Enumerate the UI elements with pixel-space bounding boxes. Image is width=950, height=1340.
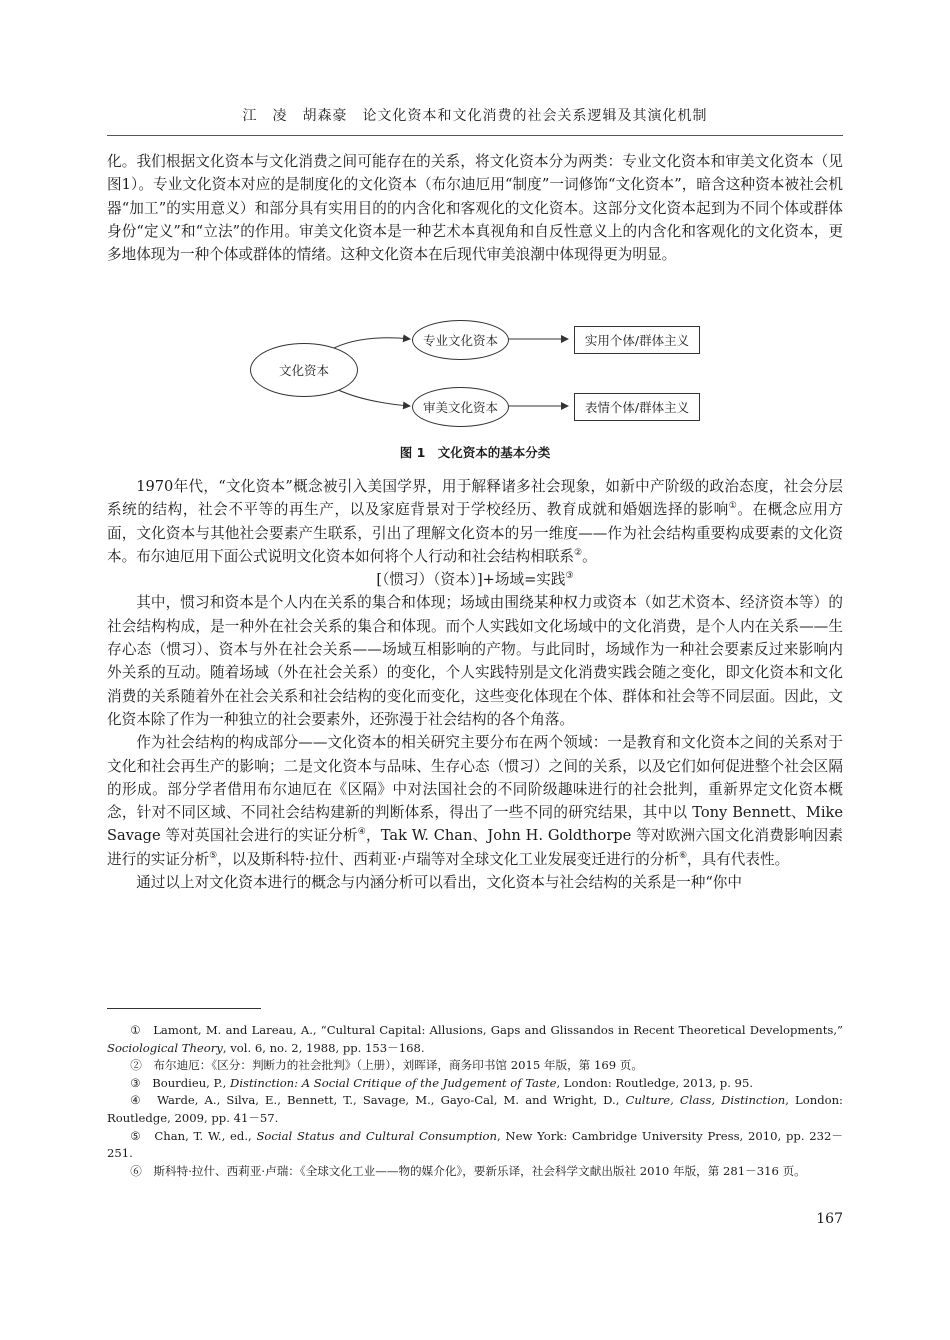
footnote-divider [107, 1008, 261, 1009]
footnote-ref-5[interactable]: ⑤ [209, 850, 218, 861]
footnote-ref-2[interactable]: ② [574, 548, 583, 559]
footnote-4: ④ Warde, A., Silva, E., Bennett, T., Savage, M., Gayo-Cal, M. and Wright, D., Culture, Class, Distinction, London: Routledge, 2009, pp. 41－57. [107, 1093, 843, 1125]
paragraph-2: 其中，惯习和资本是个人内在关系的集合和体现；场域由围绕某种权力或资本（如艺术资本、经济资本等）的社会结构构成，是一种外在社会关系的集合和体现。而个人实践如文化场域中的文化消费，是个人内在关系——生存心态（惯习）、资本与外在社会关系——场域互相影响的产物。与此同时，场域作为一种社会要素反过来影响内外关系的互动。随着场域（外在社会关系）的变化，个人实践特别是文化消费实践会随之变化，即文化资本和文化消费的关系随着外在社会关系和社会结构的变化而变化，这些变化体现在个体、群体和社会等不同层面。因此，文化资本除了作为一种独立的社会要素外，还弥漫于社会结构的各个角落。 [107, 594, 843, 728]
footnote-ref-3[interactable]: ③ [565, 571, 574, 582]
page-number: 167 [816, 1211, 843, 1227]
intro-paragraph: 化。我们根据文化资本与文化消费之间可能存在的关系，将文化资本分为两类：专业文化资本和审美文化资本（见图1）。专业文化资本对应的是制度化的文化资本（布尔迪厄用“制度”一词修饰“文化资本”，暗含这种资本被社会机器“加工”的实用意义）和部分具有实用目的的内含化和客观化的文化资本。这部分文化资本起到为不同个体或群体身份“定义”和“立法”的作用。审美文化资本是一种艺术本真视角和自反性意义上的内含化和客观化的文化资本，更多地体现为一种个体或群体的情绪。这种文化资本在后现代审美浪潮中体现得更为明显。 [107, 153, 843, 264]
figure-caption: 图 1 文化资本的基本分类 [399, 445, 551, 460]
node-professional-capital: 专业文化资本 [412, 320, 509, 360]
arrow-root-to-professional [330, 338, 410, 350]
footnotes [107, 1022, 843, 1180]
running-header: 江 凌 胡森豪 论文化资本和文化消费的社会关系逻辑及其演化机制 [242, 108, 708, 124]
header-divider [107, 135, 843, 136]
node-cultural-capital: 文化资本 [250, 343, 358, 397]
paragraph-1: 1970年代，“文化资本”概念被引入美国学界，用于解释诸多社会现象，如新中产阶级的政治态度，社会分层系统的结构，社会不平等的再生产，以及家庭背景对于学校经历、教育成就和婚姻选择的影响①。在概念应用方面，文化资本与其他社会要素产生联系，引出了理解文化资本的另一维度——作为社会结构重要构成要素的文化资本。布尔迪厄用下面公式说明文化资本如何将个人行动和社会结构相联系②。 [107, 478, 843, 565]
node-aesthetic-capital: 审美文化资本 [412, 387, 509, 427]
footnote-3: ③ Bourdieu, P., Distinction: A Social Critique of the Judgement of Taste, London: Routledge, 2013, p. 95. [130, 1075, 753, 1090]
leaf-practical-individualism: 实用个体/群体主义 [574, 326, 700, 354]
footnote-2: ② 布尔迪厄：《区分：判断力的社会批判》（上册），刘晖译，商务印书馆 2015 年版，第 169 页。 [130, 1058, 643, 1073]
paragraph-4: 通过以上对文化资本进行的概念与内涵分析可以看出，文化资本与社会结构的关系是一种“你中 [136, 874, 742, 892]
footnote-ref-4[interactable]: ④ [357, 827, 366, 838]
footnote-1: ① Lamont, M. and Lareau, A., “Cultural Capital: Allusions, Gaps and Glissandos in Recent Theoretical Developments,” Sociological Theory, vol. 6, no. 2, 1988, pp. 153－168. [107, 1023, 843, 1055]
footnote-5: ⑤ Chan, T. W., ed., Social Status and Cultural Consumption, New York: Cambridge University Press, 2010, pp. 232－251. [107, 1128, 843, 1161]
footnote-ref-6[interactable]: ⑥ [678, 850, 688, 861]
main-body [107, 475, 843, 894]
figure-cultural-capital-classification [250, 318, 700, 418]
paragraph-3: 作为社会结构的构成部分——文化资本的相关研究主要分布在两个领域：一是教育和文化资本之间的关系对于文化和社会再生产的影响；二是文化资本与品味、生存心态（惯习）之间的关系，以及它们如何促进整个社会区隔的形成。部分学者借用布尔迪厄在《区隔》中对法国社会的不同阶级趣味进行的社会批判，重新界定文化资本概念，针对不同区域、不同社会结构建新的判断体系，得出了一些不同的研究结果，其中以 Tony Bennett、Mike Savage 等对英国社会进行的实证分析④，Tak W. Chan、John H. Goldthorpe 等对欧洲六国文化消费影响因素进行的实证分析⑤，以及斯科特·拉什、西莉亚·卢瑞等对全球文化工业发展变迁进行的分析⑥，具有代表性。 [107, 734, 843, 868]
footnote-ref-1[interactable]: ① [728, 501, 738, 512]
footnote-6: ⑥ 斯科特·拉什、西莉亚·卢瑞：《全球文化工业——物的媒介化》，要新乐译，社会科学文献出版社 2010 年版，第 281－316 页。 [130, 1163, 806, 1178]
intro-section [107, 150, 843, 266]
leaf-expressive-individualism: 表情个体/群体主义 [574, 393, 700, 421]
formula: [（惯习）（资本）]+场域=实践③ [376, 571, 574, 589]
